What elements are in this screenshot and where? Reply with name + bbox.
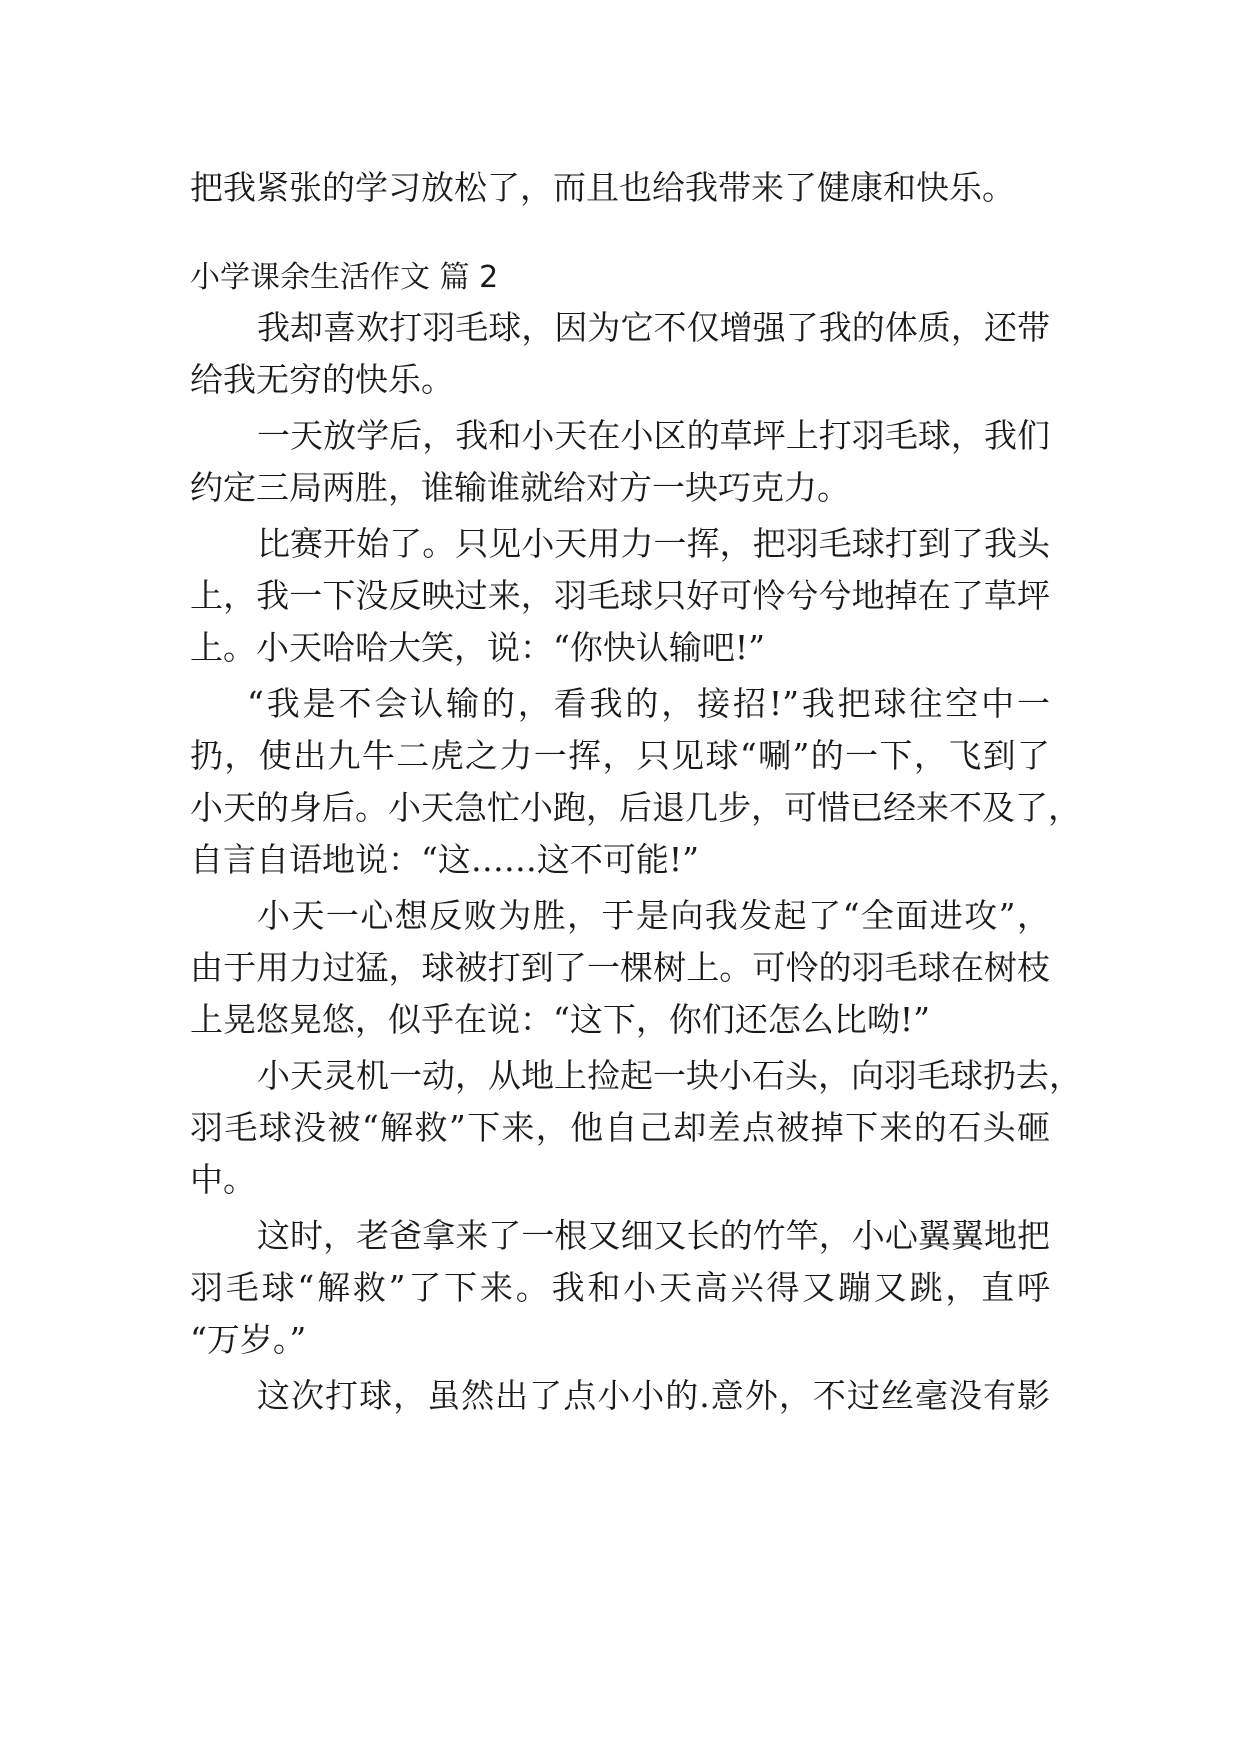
paragraph-line: 我却喜欢打羽毛球，因为它不仅增强了我的体质，还带 xyxy=(257,308,1050,347)
paragraph-line: 扔，使出九牛二虎之力一挥，只见球“唰”的一下，飞到了 xyxy=(190,736,1050,775)
paragraph-line: 这次打球，虽然出了点小小的.意外，不过丝毫没有影 xyxy=(257,1376,1050,1415)
paragraph-line: 一天放学后，我和小天在小区的草坪上打羽毛球，我们 xyxy=(257,416,1050,455)
paragraph-line: 约定三局两胜，谁输谁就给对方一块巧克力。 xyxy=(190,468,850,507)
paragraph-line: 由于用力过猛，球被打到了一棵树上。可怜的羽毛球在树枝 xyxy=(190,948,1050,987)
paragraph-line: 上，我一下没反映过来，羽毛球只好可怜兮兮地掉在了草坪 xyxy=(190,576,1050,615)
paragraph-line: 羽毛球没被“解救”下来，他自己却差点被掉下来的石头砸 xyxy=(190,1108,1050,1147)
paragraph-line: “我是不会认输的，看我的，接招!”我把球往空中一 xyxy=(247,684,1050,723)
paragraph-line: 小天灵机一动，从地上捡起一块小石头，向羽毛球扔去， xyxy=(257,1056,1082,1095)
paragraph-line: 这时，老爸拿来了一根又细又长的竹竿，小心翼翼地把 xyxy=(257,1216,1050,1255)
paragraph-line: 羽毛球“解救”了下来。我和小天高兴得又蹦又跳，直呼 xyxy=(190,1268,1050,1307)
paragraph-line: 上。小天哈哈大笑，说：“你快认输吧!” xyxy=(190,628,766,667)
paragraph-line: 中。 xyxy=(190,1160,256,1199)
paragraph-line: 比赛开始了。只见小天用力一挥，把羽毛球打到了我头 xyxy=(257,524,1050,563)
paragraph-line: 上晃悠晃悠，似乎在说：“这下，你们还怎么比呦!” xyxy=(190,1000,931,1039)
paragraph-line: “万岁。” xyxy=(190,1320,307,1359)
paragraph-line: 自言自语地说：“这……这不可能!” xyxy=(190,840,700,879)
paragraph-line: 把我紧张的学习放松了，而且也给我带来了健康和快乐。 xyxy=(190,168,1015,207)
paragraph-line: 给我无穷的快乐。 xyxy=(190,360,454,399)
paragraph-line: 小天的身后。小天急忙小跑，后退几步，可惜已经来不及了， xyxy=(190,788,1081,827)
section-title: 小学课余生活作文 篇 2 xyxy=(190,260,499,295)
paragraph-line: 小天一心想反败为胜，于是向我发起了“全面进攻”， xyxy=(257,896,1050,935)
